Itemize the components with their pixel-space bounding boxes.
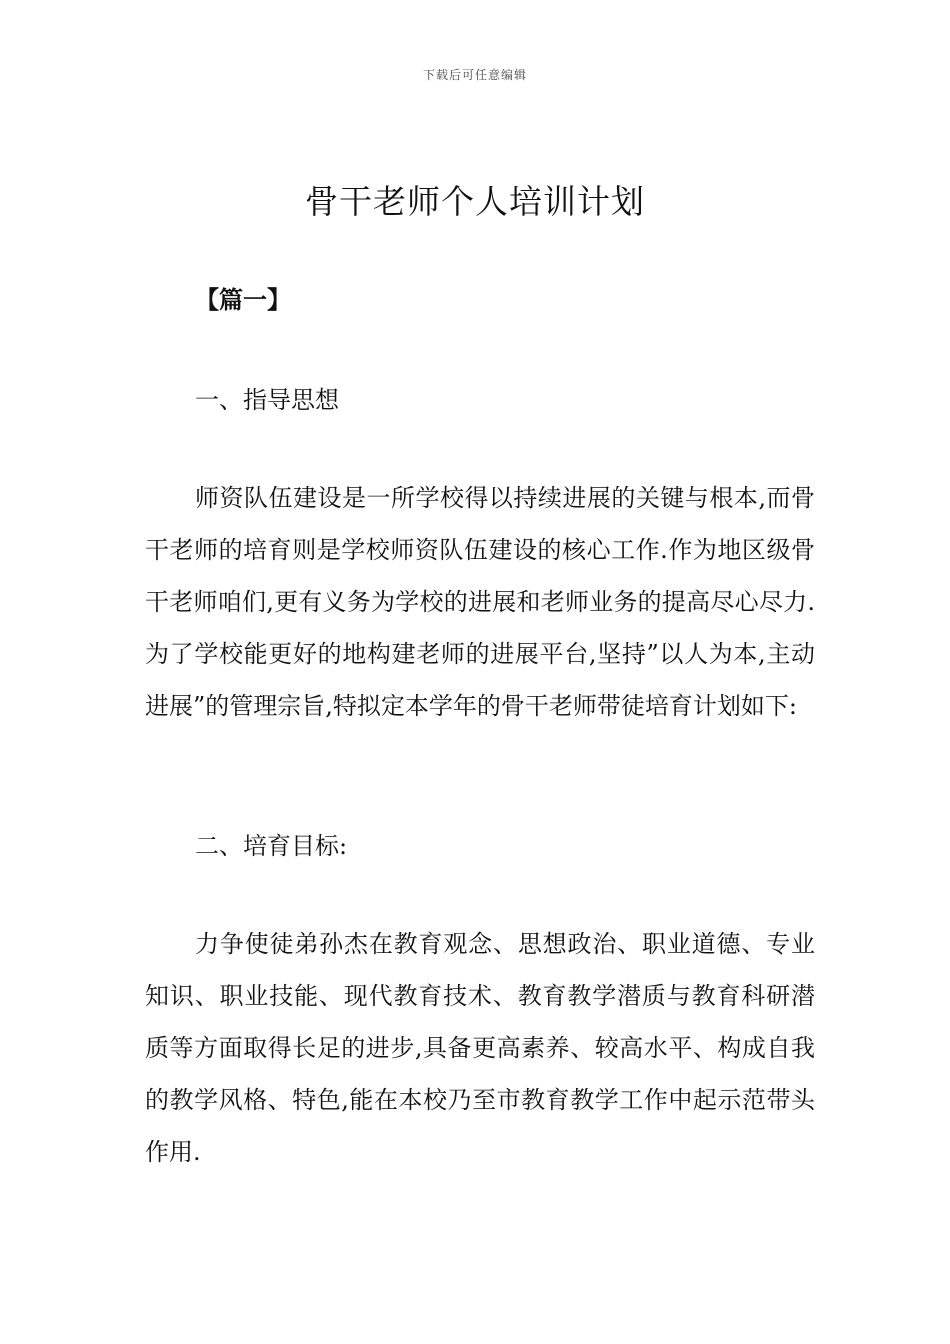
section-tag: 【篇一】 (195, 285, 291, 314)
paragraph-guiding-ideology: 师资队伍建设是一所学校得以持续进展的关键与根本,而骨干老师的培育则是学校师资队伍建设的核心工作.作为地区级骨干老师咱们,更有义务为学校的进展和老师业务的提高尽心尽力.为了学校能更好的地构建老师的进展平台,坚持”以人为本,主动进展”的管理宗旨,特拟定本学年的骨干老师带徒培育计划如下: (145, 484, 815, 720)
document-title: 骨干老师个人培训计划 (305, 182, 645, 221)
section-heading-guiding-ideology: 一、指导思想 (195, 386, 339, 414)
paragraph-training-goals: 力争使徒弟孙杰在教育观念、思想政治、职业道德、专业知识、职业技能、现代教育技术、教育教学潜质与教育科研潜质等方面取得长足的进步,具备更高素养、较高水平、构成自我的教学风格、特色,能在本校乃至市教育教学工作中起示范带头作用. (145, 930, 815, 1166)
header-note: 下载后可任意编辑 (422, 68, 527, 82)
section-heading-training-goals: 二、培育目标: (195, 832, 348, 860)
